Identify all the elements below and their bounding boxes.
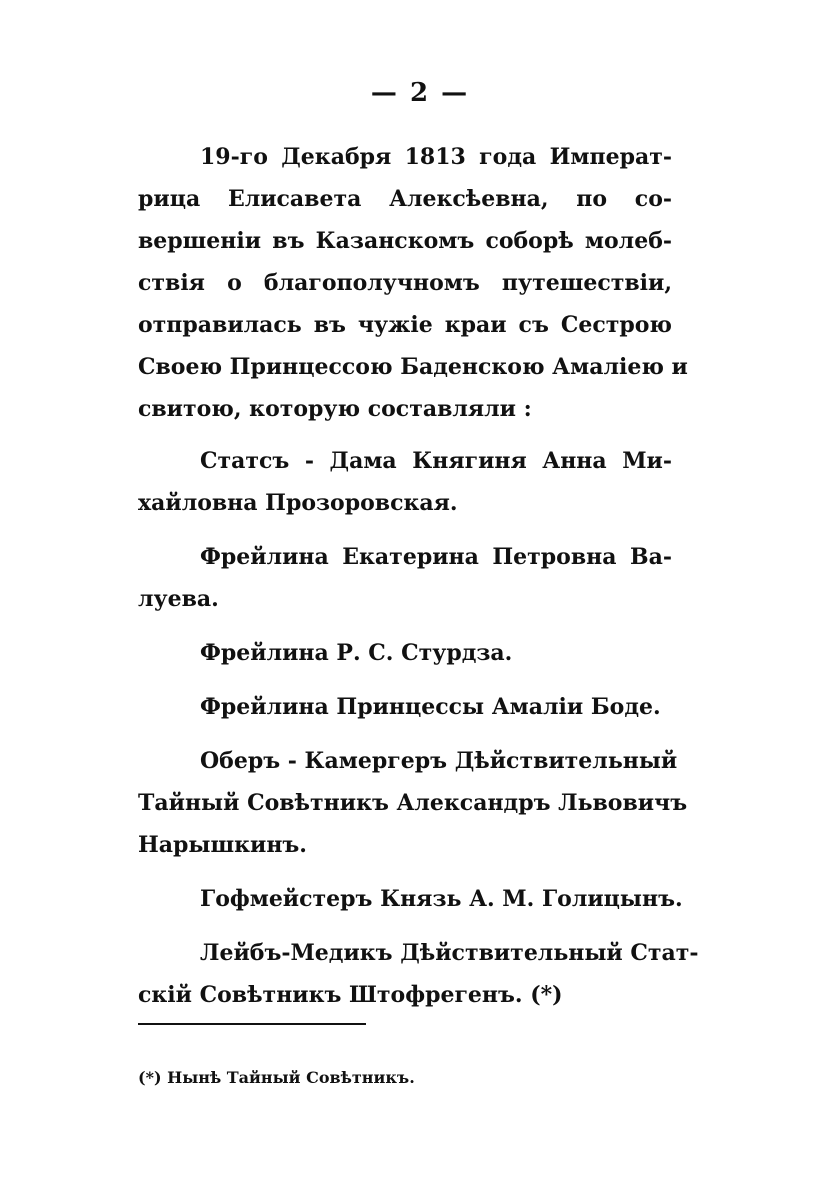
intro-line: вершеніи въ Казанскомъ соборѣ молеб- <box>138 228 672 254</box>
retinue-list <box>138 440 699 1028</box>
entry-line: Фрейлина Принцессы Амаліи Боде. <box>200 694 661 720</box>
retinue-entry <box>138 878 683 920</box>
entry-line: луева. <box>138 586 219 612</box>
retinue-entry <box>138 632 672 674</box>
intro-line: свитою, которую составляли : <box>138 396 532 422</box>
retinue-entry <box>138 740 688 866</box>
intro-line: Своею Принцессою Баденскою Амаліею и <box>138 354 688 380</box>
retinue-entry <box>138 686 672 728</box>
intro-line: отправилась въ чужіе краи съ Сестрою <box>138 312 672 338</box>
retinue-entry <box>138 536 672 620</box>
entry-line: Тайный Совѣтникъ Александръ Львовичъ <box>138 790 688 816</box>
entry-line: хайловна Прозоровская. <box>138 490 458 516</box>
retinue-entry <box>138 440 672 524</box>
entry-line: Нарышкинъ. <box>138 832 307 858</box>
entry-line: Фрейлина Р. С. Стурдза. <box>200 640 513 666</box>
entry-line: Статсъ - Дама Княгиня Анна Ми- <box>200 448 672 474</box>
intro-line: ствія о благополучномъ путешествіи, <box>138 270 672 296</box>
entry-line: Фрейлина Екатерина Петровна Ва- <box>200 544 672 570</box>
entry-line: скій Совѣтникъ Штофрегенъ. (*) <box>138 982 563 1008</box>
entry-line: Гофмейстеръ Князь А. М. Голицынъ. <box>200 886 683 912</box>
footnote-divider <box>138 1023 366 1025</box>
retinue-entry <box>138 932 699 1016</box>
entry-line: Лейбъ-Медикъ Дѣйствительный Стат- <box>200 940 699 966</box>
entry-line: Оберъ - Камергеръ Дѣйствительный <box>200 748 678 774</box>
intro-paragraph <box>138 136 688 430</box>
footnote: (*) Нынѣ Тайный Совѣтникъ. <box>138 1068 415 1087</box>
intro-line: 19-го Декабря 1813 года Императ- <box>200 144 672 170</box>
intro-line: рица Елисавета Алексѣевна, по со- <box>138 186 672 212</box>
page-number: — 2 — <box>370 78 470 108</box>
